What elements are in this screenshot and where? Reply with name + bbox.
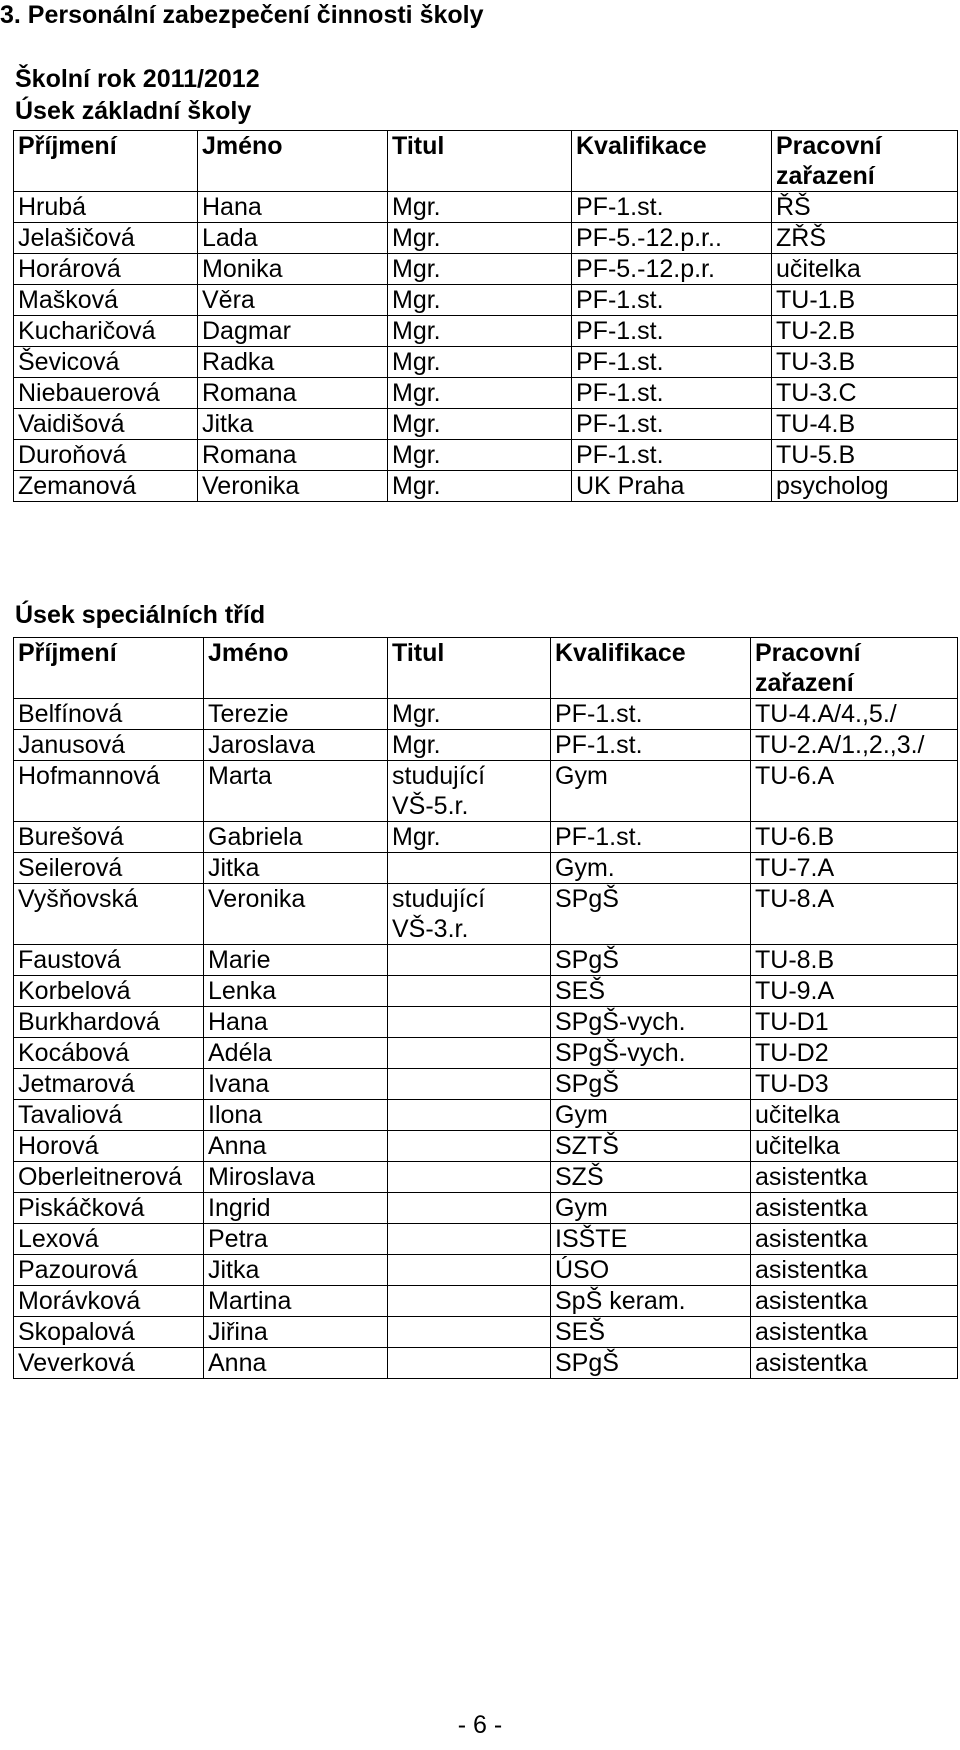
table-row xyxy=(14,409,958,440)
cell-qualification: UK Praha xyxy=(572,471,772,502)
cell-title xyxy=(388,945,551,976)
cell-first-name: Hana xyxy=(198,192,388,223)
cell-surname: Horová xyxy=(14,1131,204,1162)
cell-first-name: Miroslava xyxy=(204,1162,388,1193)
table-header-row xyxy=(14,638,958,699)
cell-first-name: Petra xyxy=(204,1224,388,1255)
cell-position: asistentka xyxy=(751,1162,958,1193)
cell-first-name: Gabriela xyxy=(204,822,388,853)
header-qualification: Kvalifikace xyxy=(572,131,772,192)
cell-title xyxy=(388,1224,551,1255)
cell-position: TU-8.A xyxy=(751,884,958,945)
special-section-title: Úsek speciálních tříd xyxy=(15,601,266,629)
table-row xyxy=(14,853,958,884)
cell-qualification: SPgŠ xyxy=(551,945,751,976)
cell-qualification: Gym xyxy=(551,1193,751,1224)
cell-qualification: SZŠ xyxy=(551,1162,751,1193)
cell-first-name: Adéla xyxy=(204,1038,388,1069)
cell-first-name: Radka xyxy=(198,347,388,378)
special-table-body xyxy=(14,699,958,1379)
cell-surname: Ševicová xyxy=(14,347,198,378)
table-row xyxy=(14,822,958,853)
cell-surname: Lexová xyxy=(14,1224,204,1255)
cell-position: TU-4.B xyxy=(772,409,958,440)
table-row xyxy=(14,1069,958,1100)
cell-surname: Vyšňovská xyxy=(14,884,204,945)
table-row xyxy=(14,192,958,223)
table-row xyxy=(14,1255,958,1286)
cell-qualification: PF-1.st. xyxy=(572,192,772,223)
table-row xyxy=(14,1100,958,1131)
cell-title xyxy=(388,1193,551,1224)
cell-first-name: Anna xyxy=(204,1131,388,1162)
cell-qualification: SpŠ keram. xyxy=(551,1286,751,1317)
cell-title: Mgr. xyxy=(388,378,572,409)
table-row xyxy=(14,440,958,471)
cell-title xyxy=(388,1007,551,1038)
cell-title: Mgr. xyxy=(388,254,572,285)
cell-title: Mgr. xyxy=(388,471,572,502)
cell-qualification: SPgŠ xyxy=(551,1069,751,1100)
cell-qualification: PF-1.st. xyxy=(572,347,772,378)
table-row xyxy=(14,1224,958,1255)
cell-first-name: Ilona xyxy=(204,1100,388,1131)
cell-first-name: Jitka xyxy=(204,1255,388,1286)
cell-qualification: PF-5.-12.p.r. xyxy=(572,254,772,285)
cell-qualification: SEŠ xyxy=(551,1317,751,1348)
cell-position: asistentka xyxy=(751,1224,958,1255)
cell-first-name: Marta xyxy=(204,761,388,822)
cell-position: učitelka xyxy=(772,254,958,285)
cell-position: psycholog xyxy=(772,471,958,502)
cell-surname: Morávková xyxy=(14,1286,204,1317)
table-row xyxy=(14,223,958,254)
cell-qualification: PF-1.st. xyxy=(572,285,772,316)
cell-surname: Faustová xyxy=(14,945,204,976)
cell-surname: Burkhardová xyxy=(14,1007,204,1038)
cell-first-name: Lada xyxy=(198,223,388,254)
cell-position: TU-3.B xyxy=(772,347,958,378)
table-row xyxy=(14,761,958,822)
page-number: - 6 - xyxy=(457,1711,503,1739)
basic-table-body xyxy=(14,192,958,502)
cell-position: asistentka xyxy=(751,1317,958,1348)
table-row xyxy=(14,285,958,316)
table-row xyxy=(14,976,958,1007)
cell-title: Mgr. xyxy=(388,316,572,347)
table-row xyxy=(14,1038,958,1069)
cell-title xyxy=(388,1100,551,1131)
cell-position: asistentka xyxy=(751,1193,958,1224)
table-row xyxy=(14,730,958,761)
cell-position: ZŘŠ xyxy=(772,223,958,254)
table-row xyxy=(14,378,958,409)
cell-title xyxy=(388,1255,551,1286)
cell-surname: Horárová xyxy=(14,254,198,285)
cell-position: TU-9.A xyxy=(751,976,958,1007)
cell-title xyxy=(388,1069,551,1100)
cell-qualification: PF-1.st. xyxy=(572,409,772,440)
cell-first-name: Dagmar xyxy=(198,316,388,347)
cell-position: TU-4.A/4.,5./ xyxy=(751,699,958,730)
cell-position: TU-3.C xyxy=(772,378,958,409)
table-row xyxy=(14,347,958,378)
cell-title: Mgr. xyxy=(388,440,572,471)
cell-title: studující VŠ-3.r. xyxy=(388,884,551,945)
cell-position: asistentka xyxy=(751,1255,958,1286)
cell-surname: Skopalová xyxy=(14,1317,204,1348)
cell-title xyxy=(388,1348,551,1379)
cell-title: Mgr. xyxy=(388,285,572,316)
cell-surname: Niebauerová xyxy=(14,378,198,409)
cell-surname: Oberleitnerová xyxy=(14,1162,204,1193)
table-row xyxy=(14,316,958,347)
table-row xyxy=(14,1286,958,1317)
cell-qualification: ÚSO xyxy=(551,1255,751,1286)
cell-position: ŘŠ xyxy=(772,192,958,223)
cell-title xyxy=(388,1131,551,1162)
cell-position: učitelka xyxy=(751,1100,958,1131)
cell-first-name: Ivana xyxy=(204,1069,388,1100)
cell-surname: Burešová xyxy=(14,822,204,853)
cell-position: TU-D3 xyxy=(751,1069,958,1100)
header-position: Pracovní zařazení xyxy=(772,131,958,192)
table-header-row xyxy=(14,131,958,192)
cell-title: Mgr. xyxy=(388,730,551,761)
cell-title: Mgr. xyxy=(388,409,572,440)
header-position: Pracovní zařazení xyxy=(751,638,958,699)
header-surname: Příjmení xyxy=(14,638,204,699)
cell-first-name: Anna xyxy=(204,1348,388,1379)
cell-position: TU-2.B xyxy=(772,316,958,347)
cell-qualification: SPgŠ-vych. xyxy=(551,1038,751,1069)
cell-surname: Hofmannová xyxy=(14,761,204,822)
cell-first-name: Romana xyxy=(198,378,388,409)
cell-first-name: Marie xyxy=(204,945,388,976)
cell-title xyxy=(388,1038,551,1069)
basic-staff-table xyxy=(13,130,958,502)
cell-surname: Pazourová xyxy=(14,1255,204,1286)
header-surname: Příjmení xyxy=(14,131,198,192)
cell-position: asistentka xyxy=(751,1348,958,1379)
header-qualification: Kvalifikace xyxy=(551,638,751,699)
cell-surname: Vaidišová xyxy=(14,409,198,440)
cell-title xyxy=(388,976,551,1007)
header-first-name: Jméno xyxy=(198,131,388,192)
cell-first-name: Veronika xyxy=(204,884,388,945)
header-title: Titul xyxy=(388,131,572,192)
cell-surname: Tavaliová xyxy=(14,1100,204,1131)
cell-first-name: Jitka xyxy=(204,853,388,884)
cell-title: Mgr. xyxy=(388,347,572,378)
table-row xyxy=(14,945,958,976)
cell-position: TU-D2 xyxy=(751,1038,958,1069)
table-row xyxy=(14,884,958,945)
header-first-name: Jméno xyxy=(204,638,388,699)
cell-position: TU-7.A xyxy=(751,853,958,884)
cell-qualification: PF-1.st. xyxy=(551,822,751,853)
cell-qualification: SPgŠ xyxy=(551,884,751,945)
basic-section-title: Úsek základní školy xyxy=(15,97,252,125)
cell-surname: Jelašičová xyxy=(14,223,198,254)
cell-position: asistentka xyxy=(751,1286,958,1317)
table-row xyxy=(14,699,958,730)
cell-title xyxy=(388,1317,551,1348)
cell-qualification: PF-5.-12.p.r.. xyxy=(572,223,772,254)
cell-surname: Jetmarová xyxy=(14,1069,204,1100)
cell-first-name: Lenka xyxy=(204,976,388,1007)
cell-surname: Kucharičová xyxy=(14,316,198,347)
cell-qualification: SEŠ xyxy=(551,976,751,1007)
cell-first-name: Monika xyxy=(198,254,388,285)
cell-qualification: SPgŠ xyxy=(551,1348,751,1379)
school-year-label: Školní rok 2011/2012 xyxy=(15,65,260,93)
table-row xyxy=(14,471,958,502)
cell-position: TU-6.A xyxy=(751,761,958,822)
cell-first-name: Ingrid xyxy=(204,1193,388,1224)
special-staff-table xyxy=(13,637,958,1379)
cell-surname: Hrubá xyxy=(14,192,198,223)
cell-surname: Janusová xyxy=(14,730,204,761)
cell-qualification: ISŠTE xyxy=(551,1224,751,1255)
table-row xyxy=(14,1007,958,1038)
table-row xyxy=(14,1193,958,1224)
cell-first-name: Jitka xyxy=(198,409,388,440)
cell-position: učitelka xyxy=(751,1131,958,1162)
cell-surname: Belfínová xyxy=(14,699,204,730)
cell-qualification: Gym xyxy=(551,1100,751,1131)
table-row xyxy=(14,254,958,285)
cell-qualification: SZTŠ xyxy=(551,1131,751,1162)
cell-qualification: PF-1.st. xyxy=(572,378,772,409)
table-row xyxy=(14,1348,958,1379)
cell-title xyxy=(388,853,551,884)
cell-title: studující VŠ-5.r. xyxy=(388,761,551,822)
cell-qualification: PF-1.st. xyxy=(551,699,751,730)
cell-surname: Zemanová xyxy=(14,471,198,502)
cell-position: TU-1.B xyxy=(772,285,958,316)
cell-surname: Kocábová xyxy=(14,1038,204,1069)
cell-qualification: PF-1.st. xyxy=(572,440,772,471)
cell-first-name: Jiřina xyxy=(204,1317,388,1348)
cell-qualification: Gym. xyxy=(551,853,751,884)
cell-position: TU-8.B xyxy=(751,945,958,976)
cell-first-name: Martina xyxy=(204,1286,388,1317)
cell-first-name: Hana xyxy=(204,1007,388,1038)
header-title: Titul xyxy=(388,638,551,699)
cell-qualification: Gym xyxy=(551,761,751,822)
cell-first-name: Romana xyxy=(198,440,388,471)
cell-surname: Mašková xyxy=(14,285,198,316)
cell-first-name: Věra xyxy=(198,285,388,316)
cell-first-name: Jaroslava xyxy=(204,730,388,761)
table-row xyxy=(14,1317,958,1348)
cell-title: Mgr. xyxy=(388,699,551,730)
cell-position: TU-D1 xyxy=(751,1007,958,1038)
cell-surname: Korbelová xyxy=(14,976,204,1007)
cell-title: Mgr. xyxy=(388,223,572,254)
cell-title xyxy=(388,1162,551,1193)
cell-surname: Piskáčková xyxy=(14,1193,204,1224)
section-heading: 3. Personální zabezpečení činnosti školy xyxy=(0,1,484,29)
table-row xyxy=(14,1131,958,1162)
cell-position: TU-6.B xyxy=(751,822,958,853)
table-row xyxy=(14,1162,958,1193)
cell-qualification: PF-1.st. xyxy=(551,730,751,761)
cell-qualification: SPgŠ-vych. xyxy=(551,1007,751,1038)
cell-surname: Veverková xyxy=(14,1348,204,1379)
cell-title xyxy=(388,1286,551,1317)
cell-title: Mgr. xyxy=(388,822,551,853)
cell-surname: Seilerová xyxy=(14,853,204,884)
cell-qualification: PF-1.st. xyxy=(572,316,772,347)
cell-surname: Duroňová xyxy=(14,440,198,471)
cell-position: TU-5.B xyxy=(772,440,958,471)
cell-first-name: Veronika xyxy=(198,471,388,502)
cell-first-name: Terezie xyxy=(204,699,388,730)
cell-title: Mgr. xyxy=(388,192,572,223)
cell-position: TU-2.A/1.,2.,3./ xyxy=(751,730,958,761)
